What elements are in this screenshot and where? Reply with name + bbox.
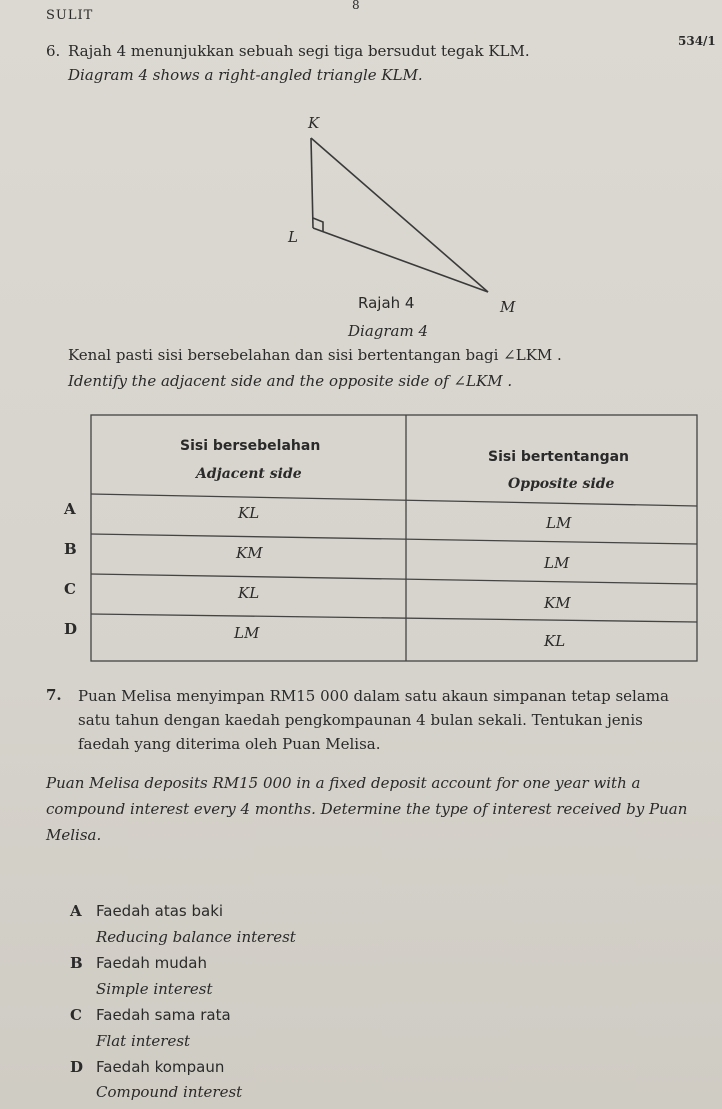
- paper-code: 534/1: [678, 34, 716, 48]
- row-c-adjacent: KL: [238, 584, 260, 602]
- row-d-adjacent: LM: [234, 624, 260, 642]
- question-7-text-en: Puan Melisa deposits RM15 000 in a fixed deposit account for one year with a compound interest every 4 months. Determine the type of interest received by Puan Melisa.: [46, 774, 688, 844]
- row-b-adjacent: KM: [236, 544, 263, 562]
- question-7-text-ms: Puan Melisa menyimpan RM15 000 dalam satu akaun simpanan tetap selama satu tahun dengan kaedah pengkompaunan 4 bulan sekali. Tentukan jenis faedah yang diterima oleh Puan Melisa.: [78, 687, 669, 753]
- row-a-adjacent: KL: [238, 504, 260, 522]
- vertex-m: M: [500, 298, 516, 316]
- option-b-en: Simple interest: [96, 980, 213, 998]
- sulit-label: SULIT: [46, 8, 94, 23]
- vertex-l: L: [288, 228, 298, 246]
- option-c-en: Flat interest: [96, 1032, 191, 1050]
- question-6-text-en: Diagram 4 shows a right-angled triangle KLM.: [68, 66, 423, 84]
- side-lm: [313, 228, 488, 292]
- question-6-number: 6.: [46, 42, 61, 60]
- header-adjacent-ms: Sisi bersebelahan: [180, 438, 321, 454]
- page-number: 8: [352, 0, 360, 12]
- vertex-k: K: [308, 114, 320, 132]
- row-d-opposite: KL: [544, 632, 566, 650]
- row-label-a: A: [64, 500, 76, 518]
- option-c-letter: C: [70, 1006, 82, 1024]
- option-d-en: Compound interest: [96, 1083, 243, 1101]
- option-b-letter: B: [70, 954, 83, 972]
- side-km: [311, 138, 488, 292]
- question-6-text-ms: Rajah 4 menunjukkan sebuah segi tiga bersudut tegak KLM.: [68, 42, 530, 60]
- option-a-ms: Faedah atas baki: [96, 902, 224, 920]
- header-adjacent-en: Adjacent side: [196, 466, 302, 482]
- option-c-ms: Faedah sama rata: [96, 1006, 231, 1024]
- diagram-caption-en: Diagram 4: [348, 322, 429, 340]
- option-b-ms: Faedah mudah: [96, 954, 207, 972]
- row-label-b: B: [64, 540, 77, 558]
- row-c-opposite: KM: [544, 594, 571, 612]
- row-label-d: D: [64, 620, 78, 638]
- header-opposite-en: Opposite side: [508, 476, 615, 492]
- row-a-opposite: LM: [546, 514, 572, 532]
- instruction-ms: Kenal pasti sisi bersebelahan dan sisi bertentangan bagi ∠LKM .: [68, 346, 562, 364]
- row-label-c: C: [64, 580, 76, 598]
- header-opposite-ms: Sisi bertentangan: [488, 449, 630, 465]
- instruction-en: Identify the adjacent side and the opposite side of ∠LKM .: [68, 372, 513, 390]
- side-kl: [311, 138, 313, 228]
- option-a-en: Reducing balance interest: [96, 928, 296, 946]
- diagram-caption-ms: Rajah 4: [358, 294, 415, 312]
- question-7-number: 7.: [46, 686, 62, 704]
- option-a-letter: A: [70, 902, 82, 920]
- row-b-opposite: LM: [544, 554, 570, 572]
- option-d-ms: Faedah kompaun: [96, 1058, 225, 1076]
- option-d-letter: D: [70, 1058, 84, 1076]
